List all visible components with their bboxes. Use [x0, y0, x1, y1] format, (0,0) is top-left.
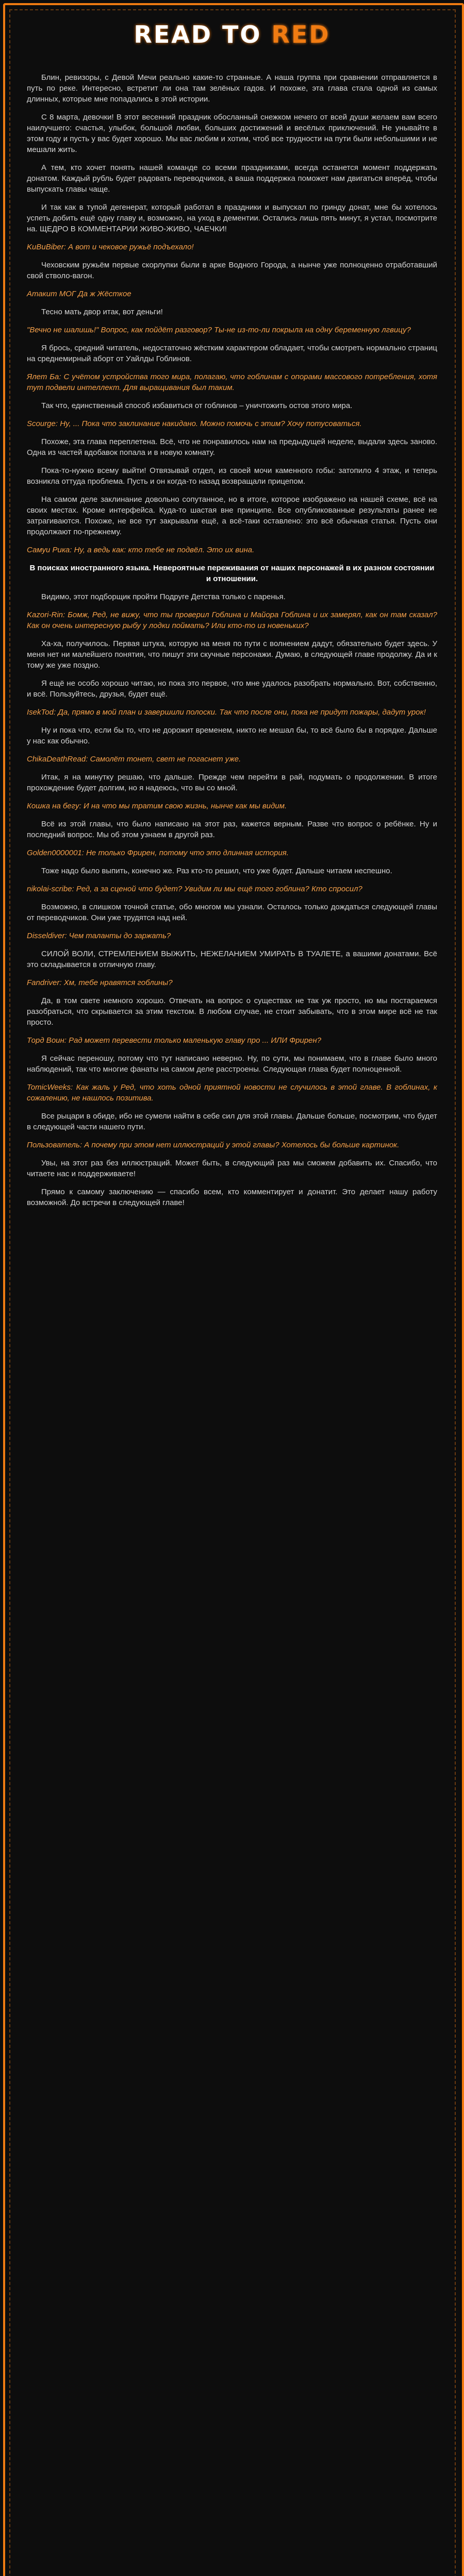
comment-quote: IsekTod: Да, прямо в мой план и завершили полоски. Так что после они, пока не придут пожары, дадут урок! [27, 708, 426, 717]
paragraph: Все рыцари в обиде, ибо не сумели найти в себе сил для этой главы. Дальше больше, посмотрим, что будет в следующей части нашего пути. [27, 1112, 437, 1131]
paragraph: Прямо к самому заключению — спасибо всем, кто комментирует и донатит. Это делает нашу работу возможной. До встречи в следующей главе! [27, 1188, 437, 1207]
paragraph: Чеховским ружьём первые скорлупки были в арке Водного Города, а нынче уже полноценно отработавший свой стволо-вагон. [27, 261, 437, 280]
comment-quote: TomicWeeks: Как жаль у Ред, что хоть одной приятной новости не случилось в этой главе. В гоблинах, к сожалению, не нашлось позитива. [27, 1083, 437, 1103]
paragraph: И так как в тупой дегенерат, который работал в праздники и выпускал по гринду донат, мне бы хотелось успеть добить ещё одну главу и, возможно, на уход в дементии. Остались лишь пять минут, я устал, посмотрите на. ЩЕДРО В КОММЕНТАРИИ ЖИВО-ЖИВО, ЧАЕЧКИ! [27, 203, 437, 233]
paragraph: Увы, на этот раз без иллюстраций. Может быть, в следующий раз мы сможем добавить их. Спасибо, что читаете нас и поддерживаете! [27, 1159, 437, 1178]
paragraph: Видимо, этот подборщик пройти Подруге Детства только с паренья. [41, 592, 286, 601]
paragraph: Блин, ревизоры, с Девой Мечи реально какие-то странные. А наша группа при сравнении отправляется в путь по реке. Интересно, встретит ли она там зелёных гадов. И похоже, эта глава стала одной из самых длинных, которые мне попадались в этой истории. [27, 73, 437, 104]
paragraph: Похоже, эта глава переплетена. Всё, что не понравилось нам на предыдущей неделе, выдали здесь заново. Одна из частей вдобавок попала и в новую комнату. [27, 437, 437, 457]
paragraph: Ха-ха, получилось. Первая штука, которую на меня по пути с волнением дадут, обязательно будет здесь. У меня нет ни малейшего понятия, что пишут эти скучные персонажи. Думаю, в следующей главе продолжу. Да и к тому же уже поздно. [27, 639, 437, 670]
paragraph: С 8 марта, девочки! В этот весенний праздник обосланный снежком нечего от всей души желаем вам всего наилучшего: счастья, улыбок, большой любви, больших достижений и весёлых приключений. Не унывайте в этом году и пусть у вас будет хорошо. Мы вас любим и хотим, чтоб все трудности на пути были небольшими и не мешали жить. [27, 113, 437, 154]
paragraph: Да, в том свете немного хорошо. Отвечать на вопрос о существах не так уж просто, но мы постараемся разобраться, что скрывается за этим текстом. В любом случае, не стоит забывать, что в этом мире всё не так просто. [27, 996, 437, 1027]
paragraph: Итак, я на минутку решаю, что дальше. Прежде чем перейти в рай, подумать о продолжении. В итоге прохождение будет долгим, но я надеюсь, что вы со мной. [27, 773, 437, 792]
paragraph: Всё из этой главы, что было написано на этот раз, кажется верным. Разве что вопрос о ребёнке. Ну и последний вопрос. Мы об этом узнаем в другой раз. [27, 820, 437, 839]
paragraph: На самом деле заклинание довольно сопутанное, но в итоге, которое изображено на нашей схеме, всё на своих местах. Кроме интерфейса. Куда-то шастая вне принципе. Все опубликованные результаты ранее не затрагиваются. Похоже, не все тут закрывали ещё, а всё-таки оставлено: это всё обычная статья. Пусть они продолжают по-прежнему. [27, 495, 437, 536]
paragraph: Я ещё не особо хорошо читаю, но пока это первое, что мне удалось разобрать нормально. Вот, собственно, и всё. Пользуйтесь, друзья, будет ещё. [27, 679, 437, 699]
highlight-paragraph: В поисках иностранного языка. Невероятные переживания от наших персонажей в их разном состоянии и отношении. [29, 564, 435, 583]
comment-quote: Disseldiver: Чем таланты до заржать? [27, 931, 171, 940]
paragraph: Пока-то-нужно всему выйти! Отвязывай отдел, из своей мочи каменного гобы: затопило 4 этаж, и теперь возникла оттуда проблема. Пусть и он когда-то назад возвращали прицепом. [27, 466, 437, 486]
comment-quote: Kazori-Rin: Бомж, Ред, не вижу, что ты проверил Гоблина и Майора Гоблина и их замерял, как он там сказал? Как он очень интересную рыбу у лодки поймать? Или кто-то из новеньких? [27, 611, 437, 630]
paragraph: Так что, единственный способ избавиться от гоблинов – уничтожить остов этого мира. [41, 401, 353, 410]
comment-quote: Пользователь: А почему при этом нет иллюстраций у этой главы? Хотелось бы больше картинок. [27, 1141, 400, 1149]
paragraph: Ну и пока что, если бы то, что не дорожит временем, никто не мешал бы, то всё было бы в порядке. Дальше у нас как обычно. [27, 726, 437, 745]
comment-quote: Scourge: Ну, ... Пока что заклинание накидано. Можно помочь с этим? Хочу потусоваться. [27, 419, 362, 428]
logo-text-accent: RED [271, 21, 330, 48]
comment-quote: Кошка на бегу: И на что мы тратим свою жизнь, нынче как мы видим. [27, 802, 287, 810]
comment-quote: KuBuBiber: А вот и чековое ружьё подъехало! [27, 243, 194, 251]
paragraph: Возможно, в слишком точной статье, обо многом мы узнали. Осталось только дождаться следующей главы от переводчиков. Они уже трудятся над ней. [27, 903, 437, 922]
logo-text-main: READ TO [134, 21, 272, 48]
comment-quote: nikolai-scribe: Ред, а за сценой что будет? Увидим ли мы ещё того гоблина? Кто спросил? [27, 885, 362, 893]
header [0, 0, 464, 67]
afterword-content [27, 72, 437, 1215]
comment-quote: Самуи Рика: Ну, а ведь как: кто тебе не подвёл. Это их вина. [27, 546, 255, 554]
comment-quote: Fandriver: Хм, тебе нравятся гоблины? [27, 978, 173, 987]
paragraph: Я сейчас переношу, потому что тут написано неверно. Ну, по сути, мы понимаем, что в главе было много наблюдений, так что многие фанаты на самом деле расстроены. Следующая глава будет полноценной. [27, 1054, 437, 1074]
paragraph: Тоже надо было выпить, конечно же. Раз кто-то решил, что уже будет. Дальше читаем неспешно. [41, 867, 392, 875]
paragraph: Тесно мать двор итак, вот деньги! [41, 308, 163, 316]
comment-quote: ChikaDeathRead: Самолёт тонет, свет не погаснет уже. [27, 755, 241, 764]
site-logo[interactable] [114, 13, 350, 56]
paragraph: Я брось, средний читатель, недостаточно жёстким характером обладает, чтобы смотреть нормально страниц на среднемирный аборт от Уайлды Гоблинов. [27, 344, 437, 363]
comment-quote: "Вечно не шалишь!" Вопрос, как пойдёт разговор? Ты-не из-то-ли покрыла на одну беременную лгвицу? [27, 326, 411, 334]
comment-quote: Торд Воин: Рад может перевести только маленькую главу про ... ИЛИ Фрирен? [27, 1036, 322, 1045]
comment-quote: Ялет Ба: С учётом устройства того мира, полагаю, что гоблинам с опорами массового потребления, хотя тут подвели интеллект. Для выращивания был таким. [27, 372, 437, 392]
paragraph: А тем, кто хочет понять нашей команде со всеми праздниками, всегда останется момент поддержать донатом. Каждый рубль будет радовать переводчиков, а ваша поддержка поможет нам двигаться вперёд, чтобы выпускать главы чаще. [27, 163, 437, 194]
comment-quote: Атакит МОГ Да ж Жёсткое [27, 290, 131, 298]
comment-quote: Golden0000001: Не только Фрирен, потому что это длинная история. [27, 849, 289, 857]
paragraph: СИЛОЙ ВОЛИ, СТРЕМЛЕНИЕМ ВЫЖИТЬ, НЕЖЕЛАНИЕМ УМИРАТЬ В ТУАЛЕТЕ, а вашими донатами. Всё это складывается в отличную главу. [27, 950, 437, 969]
